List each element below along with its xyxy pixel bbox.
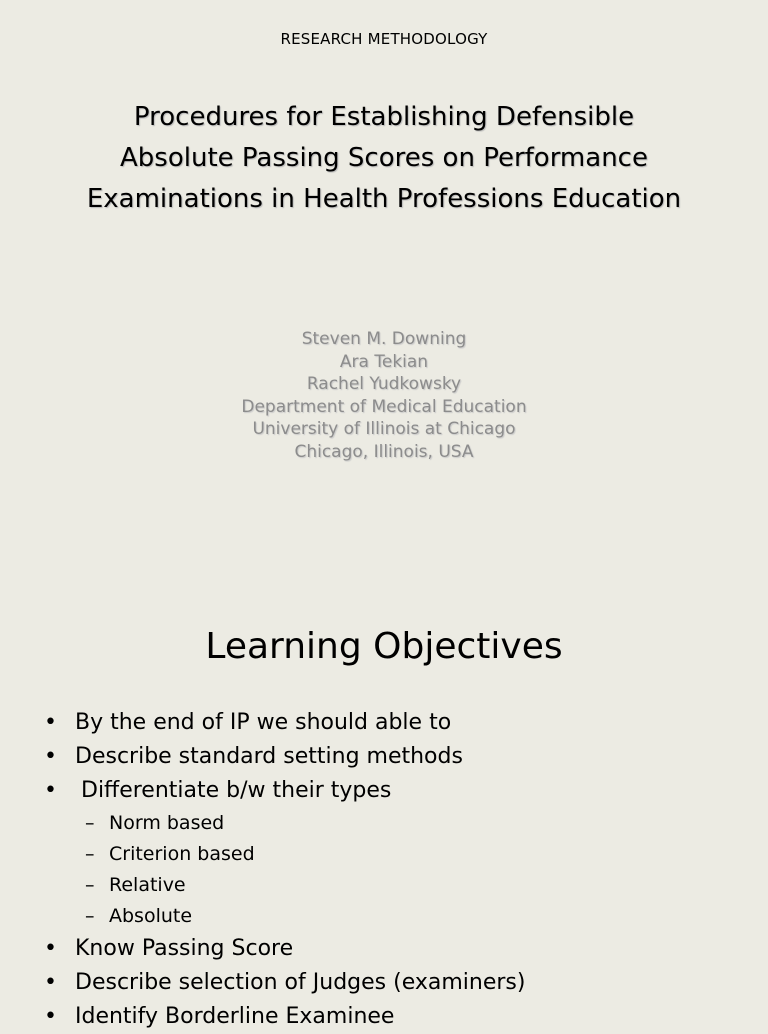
bullet-icon: • xyxy=(44,970,57,995)
list-item xyxy=(44,774,525,808)
dash-icon: – xyxy=(85,874,95,896)
author-line: Ara Tekian xyxy=(339,351,429,372)
list-item-text: Identify Borderline Examinee xyxy=(75,1004,395,1029)
bullet-icon: • xyxy=(44,1004,57,1029)
affiliation-line: University of Illinois at Chicago xyxy=(252,419,516,439)
author-line: Steven M. Downing xyxy=(301,329,467,349)
slide-title: Procedures for Establishing Defensible Absolute Passing Scores on Performance Examinations in Health Professions Education xyxy=(86,102,682,214)
slide-heading: Learning Objectives xyxy=(205,626,563,667)
author-list xyxy=(0,328,768,463)
list-item xyxy=(44,966,525,1000)
affiliation-line: Department of Medical Education xyxy=(241,396,527,417)
list-item-text: Know Passing Score xyxy=(75,936,294,961)
list-item xyxy=(44,740,525,774)
list-item xyxy=(44,1000,525,1034)
bullet-icon: • xyxy=(44,710,57,735)
slide-topic: RESEARCH METHODOLOGY xyxy=(280,30,488,48)
list-item-text: Differentiate b/w their types xyxy=(81,778,392,803)
bullet-icon: • xyxy=(44,936,57,961)
sub-list-item-text: Criterion based xyxy=(109,843,255,865)
sub-list-item-text: Absolute xyxy=(109,905,193,927)
list-item-text: By the end of IP we should able to xyxy=(75,710,452,735)
sub-list-item-text: Relative xyxy=(109,874,186,896)
sub-list-item xyxy=(44,839,525,870)
list-item xyxy=(44,932,525,966)
sub-list-item-text: Norm based xyxy=(109,812,225,834)
dash-icon: – xyxy=(85,812,95,834)
bullet-icon: • xyxy=(44,744,57,769)
sub-list-item xyxy=(44,808,525,839)
sub-list-item xyxy=(44,870,525,901)
bullet-icon: • xyxy=(44,778,57,803)
sub-list-item xyxy=(44,901,525,932)
affiliation-line: Chicago, Illinois, USA xyxy=(294,441,474,462)
objectives-list xyxy=(44,706,525,1034)
list-item-text: Describe selection of Judges (examiners) xyxy=(75,970,526,995)
dash-icon: – xyxy=(85,905,95,927)
objectives-slide xyxy=(0,588,768,1029)
list-item xyxy=(44,706,525,740)
dash-icon: – xyxy=(85,843,95,865)
list-item-text: Describe standard setting methods xyxy=(75,744,463,769)
author-line: Rachel Yudkowsky xyxy=(306,374,462,394)
